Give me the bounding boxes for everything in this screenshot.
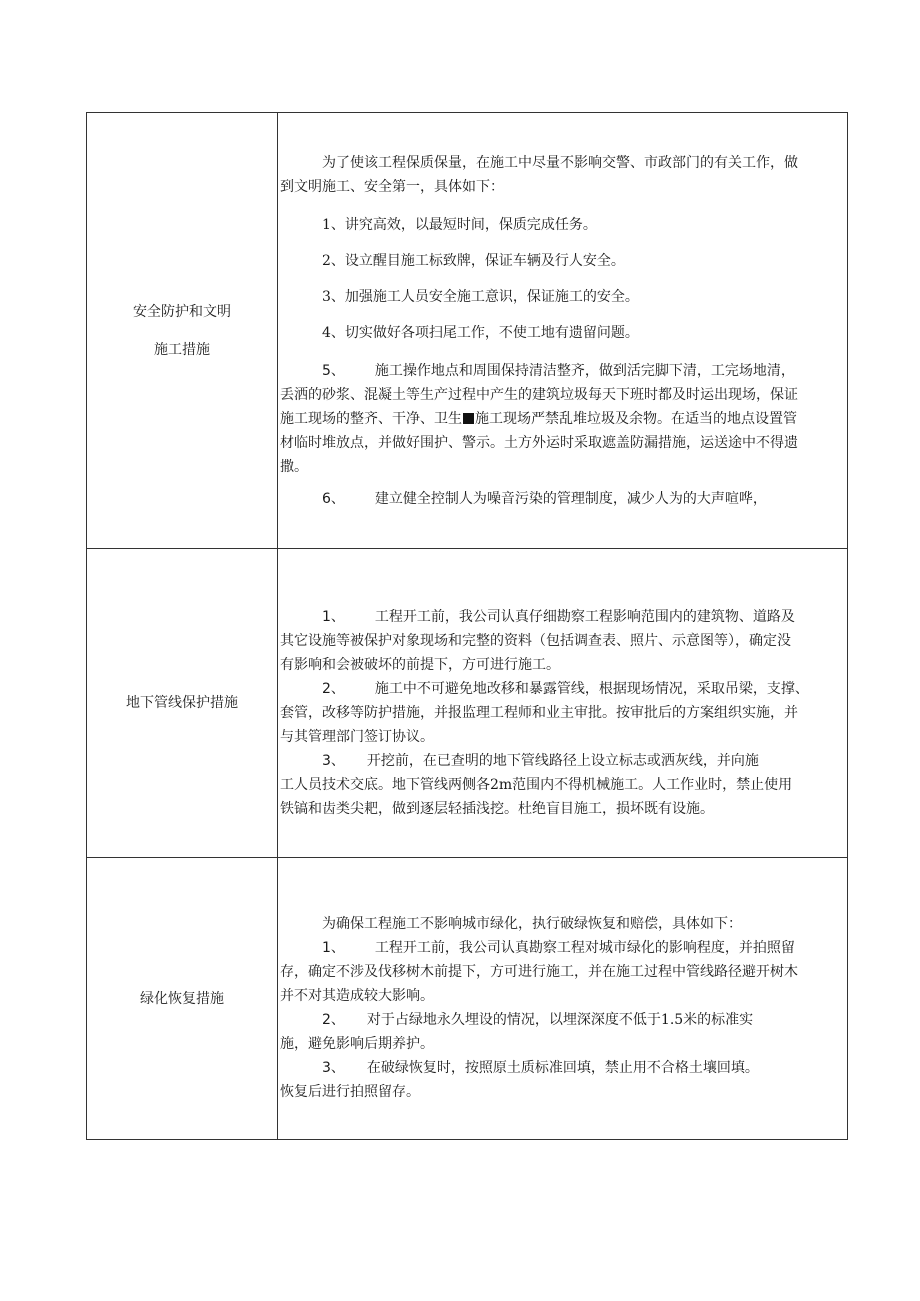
intro-line-a: 为了使该工程保质保量，在施工中尽量不影响交警、市政部门的有关工作，做 xyxy=(322,154,798,171)
item-2-line-b: 施，避免影响后期养护。 xyxy=(280,1035,434,1052)
item-2-number: 2、 xyxy=(322,1011,345,1028)
content-cell-pipeline xyxy=(278,549,848,858)
table-row-pipeline xyxy=(87,549,848,858)
item-1-line-c: 有影响和会被破坏的前提下，方可进行施工。 xyxy=(280,657,560,673)
item-6-number: 6、 xyxy=(322,490,345,507)
item-4: 4、切实做好各项扫尾工作，不使工地有遗留问题。 xyxy=(322,324,639,341)
item-3-line-c: 铁镐和齿类尖耙，做到逐层轻插浅挖。杜绝盲目施工，损坏既有设施。 xyxy=(280,801,714,817)
content-cell-safety xyxy=(278,113,848,549)
label-cell-pipeline xyxy=(87,549,278,858)
item-3-number: 3、 xyxy=(322,1059,345,1076)
item-1-line-c: 并不对其造成较大影响。 xyxy=(280,987,434,1004)
item-5-line-e: 撒。 xyxy=(280,458,308,475)
item-5-line-c xyxy=(280,407,846,431)
item-1-number: 1、 xyxy=(322,939,345,956)
intro-line: 为确保工程施工不影响城市绿化，执行破绿恢复和赔偿，具体如下： xyxy=(322,915,742,932)
item-5-line-a xyxy=(280,359,846,383)
item-3-number: 3、 xyxy=(322,753,345,769)
table-row-safety xyxy=(87,113,848,549)
item-5-text-a: 施工操作地点和周围保持清洁整齐，做到活完脚下清，工完场地清， xyxy=(374,362,795,379)
item-2-line-c: 与其管理部门签订协议。 xyxy=(280,729,434,745)
item-5-text-c2: 施工现场严禁乱堆垃圾及余物。在适当的地点设置管 xyxy=(475,410,797,427)
item-1-line-b: 其它设施等被保护对象现场和完整的资料（包括调查表、照片、示意图等），确定没 xyxy=(280,633,791,649)
item-5-line-b: 丢洒的砂浆、混凝土等生产过程中产生的建筑垃圾每天下班时都及时运出现场，保证 xyxy=(280,386,798,403)
item-1-line-b: 存，确定不涉及伐移树木前提下，方可进行施工，并在施工过程中管线路径避开树木 xyxy=(280,963,798,980)
measures-table xyxy=(86,112,848,1140)
item-1-line-a xyxy=(280,605,846,629)
item-3-line-a xyxy=(280,749,846,773)
item-3-text-a: 在破绿恢复时，按照原土质标准回填，禁止用不合格土壤回填。 xyxy=(366,1059,759,1076)
item-1: 1、讲究高效，以最短时间，保质完成任务。 xyxy=(322,216,597,233)
item-6-line-a xyxy=(280,487,846,511)
table-row-greening xyxy=(87,858,848,1140)
item-2: 2、设立醒目施工标致牌，保证车辆及行人安全。 xyxy=(322,252,625,269)
content-cell-greening xyxy=(278,858,848,1140)
row-label: 绿化恢复措施 xyxy=(140,990,224,1007)
item-6-text-a: 建立健全控制人为噪音污染的管理制度，减少人为的大声喧哗， xyxy=(374,490,767,507)
label-cell-greening xyxy=(87,858,278,1140)
item-2-number: 2、 xyxy=(322,681,345,697)
item-3: 3、加强施工人员安全施工意识，保证施工的安全。 xyxy=(322,288,639,305)
intro-line-b: 到文明施工、安全第一，具体如下： xyxy=(280,178,504,195)
item-5-line-d: 材临时堆放点，并做好围护、警示。土方外运时采取遮盖防漏措施，运送途中不得遗 xyxy=(280,434,798,451)
black-square-icon xyxy=(463,413,474,424)
item-5-number: 5、 xyxy=(322,362,345,379)
item-2-text-a: 对于占绿地永久埋设的情况，以埋深深度不低于1.5米的标准实 xyxy=(366,1011,754,1028)
label-cell-safety xyxy=(87,113,278,549)
item-2-text-a: 施工中不可避免地改移和暴露管线，根据现场情况，采取吊梁，支撑、 xyxy=(374,681,809,697)
row-label: 地下管线保护措施 xyxy=(126,695,238,711)
item-1-text-a: 工程开工前，我公司认真仔细勘察工程影响范围内的建筑物、道路及 xyxy=(374,609,795,625)
item-2-line-b: 套管，改移等防护措施，并报监理工程师和业主审批。按审批后的方案组织实施，并 xyxy=(280,705,798,721)
row-label-line1: 安全防护和文明 xyxy=(133,303,231,320)
item-3-text-a: 开挖前，在已查明的地下管线路径上设立标志或洒灰线，并向施 xyxy=(366,753,759,769)
item-1-text-a: 工程开工前，我公司认真勘察工程对城市绿化的影响程度，并拍照留 xyxy=(374,939,795,956)
item-3-line-b: 恢复后进行拍照留存。 xyxy=(280,1083,420,1100)
row-label-line2: 施工措施 xyxy=(154,341,210,358)
item-3-line-b: 工人员技术交底。地下管线两侧各2m范围内不得机械施工。人工作业时，禁止使用 xyxy=(280,777,793,793)
item-5-text-c1: 施工现场的整齐、干净、卫生 xyxy=(280,410,462,427)
item-2-line-a xyxy=(280,677,846,701)
item-3-line-a xyxy=(280,1056,846,1080)
item-2-line-a xyxy=(280,1008,846,1032)
item-1-line-a xyxy=(280,936,846,960)
item-1-number: 1、 xyxy=(322,609,345,625)
